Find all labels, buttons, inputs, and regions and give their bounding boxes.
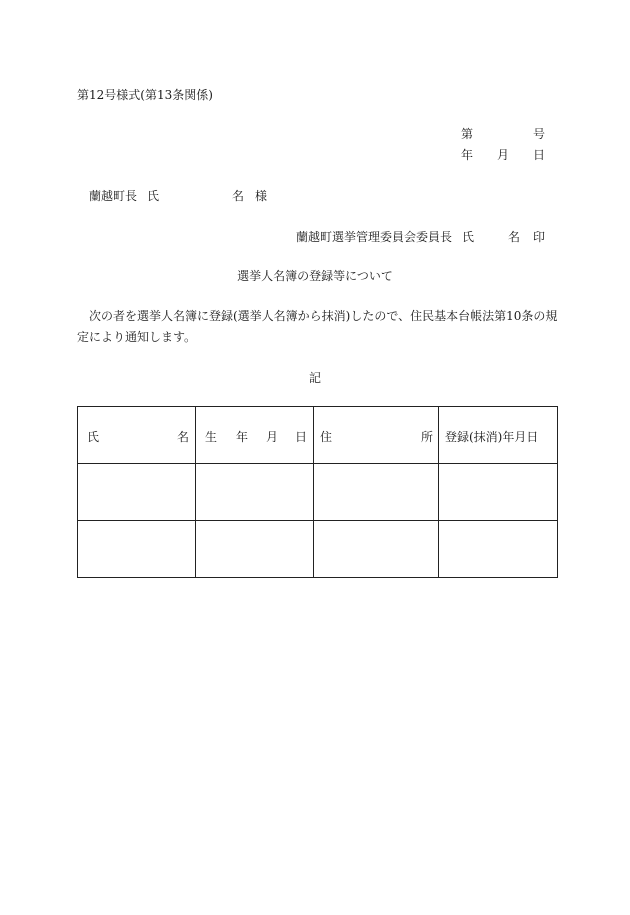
header-birth-2: 年 [236,430,249,444]
table-header-row [78,407,558,464]
doc-number-suffix: 号 [533,127,546,141]
ki-heading: 記 [308,371,321,385]
header-address-second: 所 [421,430,434,444]
addressee-name-first: 氏 [147,189,160,203]
register-table [77,406,558,578]
sender-title: 蘭越町選挙管理委員会委員長 [296,230,453,244]
date-month: 月 [497,148,510,162]
header-address [314,407,439,464]
table-cell[interactable] [196,464,314,521]
date-year: 年 [461,148,474,162]
table-cell[interactable] [314,464,439,521]
document-number [461,125,545,141]
table-row [78,464,558,521]
form-number: 第12号様式(第13条関係) [77,88,213,102]
table-cell[interactable] [439,521,558,578]
document-date [461,146,545,162]
header-registration-date [439,407,558,464]
addressee-name-second: 名 [232,189,245,203]
header-birth-4: 日 [295,430,308,444]
table-cell[interactable] [78,521,196,578]
header-registration-date-label: 登録(抹消)年月日 [445,430,539,444]
date-day: 日 [533,148,546,162]
sender-name-second: 名 [508,230,521,244]
subject-title: 選挙人名簿の登録等について [237,269,393,283]
body-text: 次の者を選挙人名簿に登録(選挙人名簿から抹消)したので、住民基本台帳法第10条の規定により通知します。 [77,309,558,344]
header-birth-1: 生 [205,430,218,444]
sender-name-first: 氏 [462,230,475,244]
table-cell[interactable] [196,521,314,578]
header-birth-3: 月 [266,430,279,444]
sender [296,228,546,244]
header-name-second: 名 [177,430,190,444]
header-name-first: 氏 [87,430,100,444]
table-cell[interactable] [314,521,439,578]
sender-seal: 印 [533,230,546,244]
table-cell[interactable] [439,464,558,521]
addressee-honorific: 様 [255,189,268,203]
table-cell[interactable] [78,464,196,521]
header-name [78,407,196,464]
table-row [78,521,558,578]
header-birth [196,407,314,464]
addressee-title: 蘭越町長 [89,189,138,203]
doc-number-prefix: 第 [461,127,474,141]
header-address-first: 住 [320,430,333,444]
addressee [89,187,269,203]
